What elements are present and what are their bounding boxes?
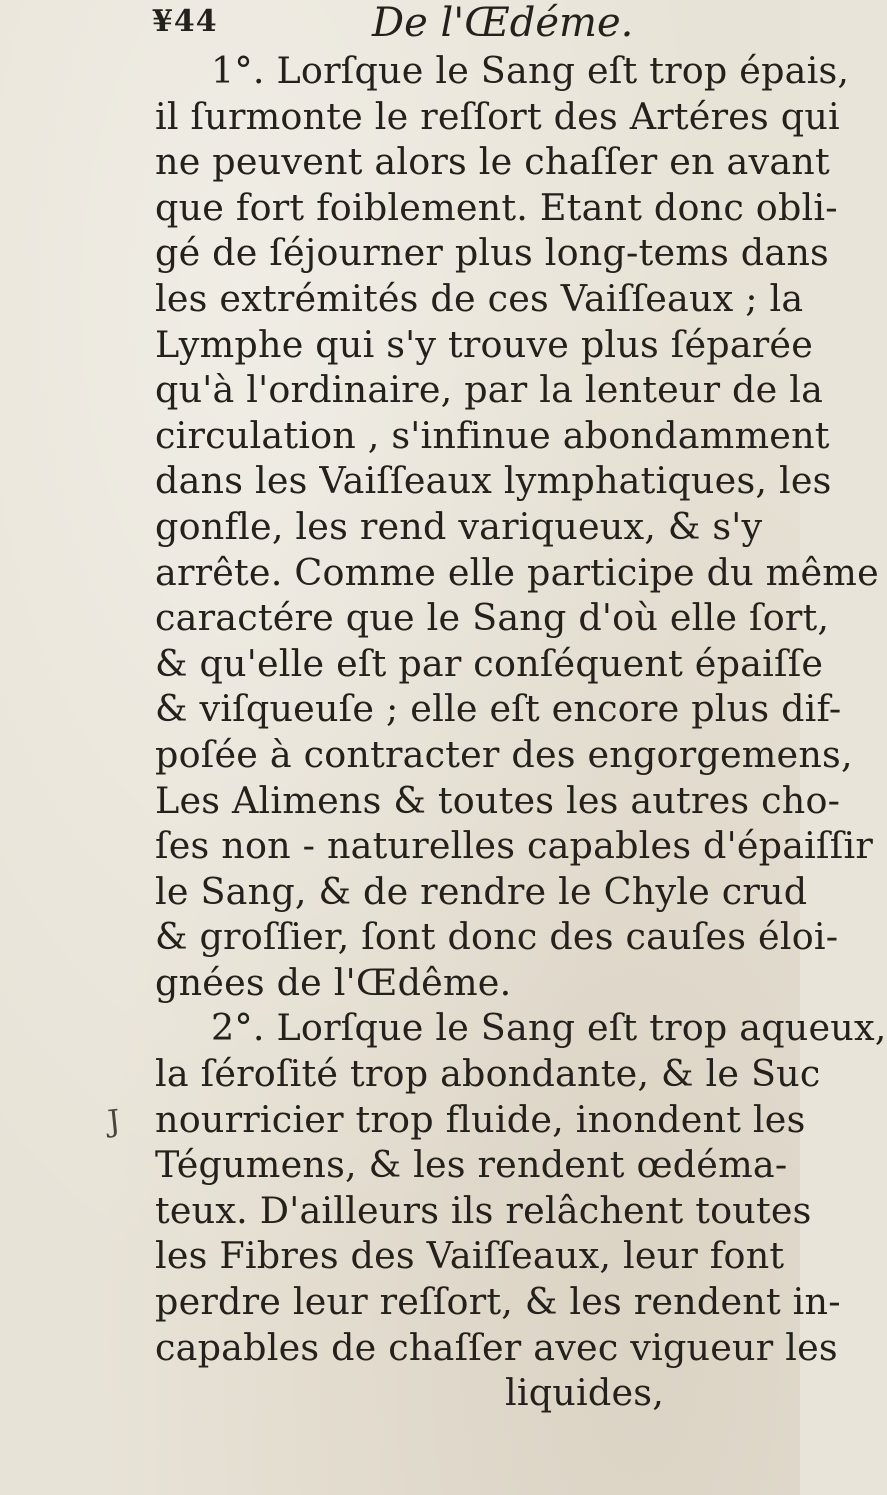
page-number: ¥44 [152,4,218,39]
margin-mark: J [106,1103,122,1140]
text-line: 1°. Lorſque le Sang eſt trop épais, [211,49,850,92]
text-line: ſes non - naturelles capables d'épaiſſir [155,824,873,868]
running-title: De l'Œdéme. [372,0,634,46]
body-text [155,48,887,1416]
text-line: teux. D'ailleurs ils relâchent toutes [155,1188,812,1232]
text-line: nourricier trop fluide, inondent les [155,1097,806,1141]
text-line: Les Alimens & toutes les autres cho- [155,778,841,822]
text-line: gé de ſéjourner plus long-tems dans [155,231,829,275]
text-line: circulation , s'infinue abondamment [155,413,830,457]
text-line: caractére que le Sang d'où elle ſort, [155,596,830,640]
text-line: le Sang, & de rendre le Chyle crud [155,869,808,913]
page-header [152,0,712,50]
text-line: & qu'elle eſt par conſéquent épaiſſe [155,641,824,685]
text-line: 2°. Lorſque le Sang eſt trop aqueux, [211,1006,887,1050]
text-line: la ſéroſité trop abondante, & le Suc [155,1052,821,1096]
text-line: qu'à l'ordinaire, par la lenteur de la [155,368,824,412]
text-line: poſée à contracter des engorgemens, [155,732,853,776]
text-line: il ſurmonte le reſſort des Artéres qui [155,94,840,138]
text-line: capables de chaſſer avec vigueur les [155,1325,838,1369]
text-line: gonfle, les rend variqueux, & s'y [155,504,763,548]
text-line: que fort foiblement. Etant donc obli- [155,185,838,229]
text-line: les Fibres des Vaiſſeaux, leur font [155,1234,785,1278]
text-line: arrête. Comme elle participe du même [155,550,879,594]
text-line: & groſſier, ſont donc des cauſes éloi- [155,915,839,959]
text-line: & viſqueuſe ; elle eſt encore plus dif- [155,687,842,731]
catchword: liquides, [505,1371,664,1415]
text-line: perdre leur reſſort, & les rendent in- [155,1280,841,1324]
text-line: Tégumens, & les rendent œdéma- [155,1143,788,1187]
text-line: Lymphe qui s'y trouve plus ſéparée [155,322,814,366]
text-line: gnées de l'Œdême. [155,960,512,1004]
text-line: les extrémités de ces Vaiſſeaux ; la [155,276,804,320]
text-line: dans les Vaiſſeaux lymphatiques, les [155,459,832,503]
text-line: ne peuvent alors le chaſſer en avant [155,140,830,184]
